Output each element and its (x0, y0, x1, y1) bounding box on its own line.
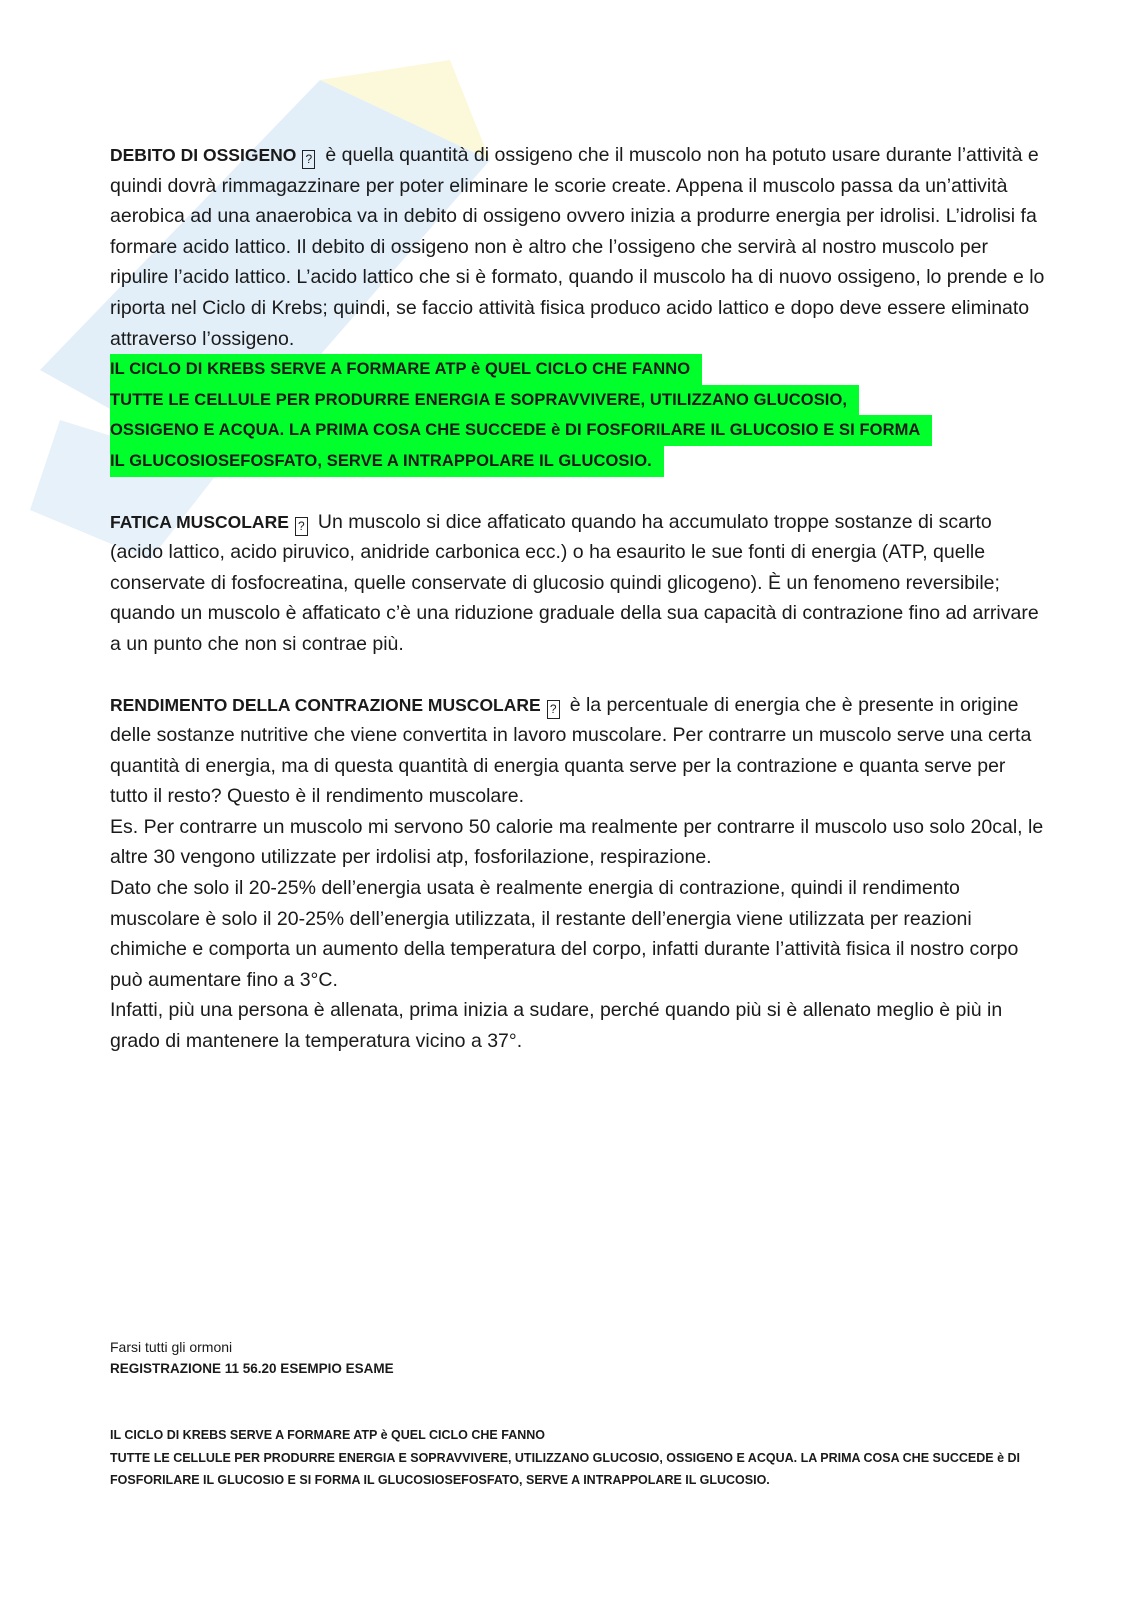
arrow-icon: ? (295, 517, 308, 536)
section-rendimento (110, 690, 1045, 812)
highlighted-krebs-block (110, 354, 1045, 476)
footer-repeat-line-1: IL CICLO DI KREBS SERVE A FORMARE ATP è QUEL CICLO CHE FANNO (110, 1428, 545, 1442)
rendimento-paragraph-3: Infatti, più una persona è allenata, prima inizia a sudare, perché quando più si è allenato meglio è più in grado di mantenere la temperatura vicino a 37°. (110, 999, 1003, 1053)
fatica-text: Un muscolo si dice affaticato quando ha accumulato troppe sostanze di scarto (acido lattico, acido piruvico, anidride carbonica ecc.) o ha esaurito le sue fonti di energia (ATP, quelle conservate di fosfocreatina, quelle conservate di glucosio quindi glicogeno). È un fenomeno reversibile; quando un muscolo è affaticato c’è una riduzione graduale della sua capacità di contrazione fino ad arrivare a un punto che non si contrae più. (110, 510, 1039, 655)
heading-rendimento: RENDIMENTO DELLA CONTRAZIONE MUSCOLARE (110, 694, 541, 715)
document-body (110, 140, 1045, 1057)
footer-note: Farsi tutti gli ormoni (110, 1339, 233, 1355)
highlight-line: IL GLUCOSIOSEFOSFATO, SERVE A INTRAPPOLARE IL GLUCOSIO. (110, 446, 664, 477)
highlight-line: TUTTE LE CELLULE PER PRODURRE ENERGIA E SOPRAVVIVERE, UTILIZZANO GLUCOSIO, (110, 385, 859, 416)
section-debito (110, 140, 1045, 354)
highlight-line: IL CICLO DI KREBS SERVE A FORMARE ATP è QUEL CICLO CHE FANNO (110, 354, 702, 385)
rendimento-example: Es. Per contrarre un muscolo mi servono 50 calorie ma realmente per contrarre il muscolo uso solo 20cal, le altre 30 vengono utilizzate per irdolisi atp, fosforilazione, respirazione. (110, 815, 1044, 869)
footer-registration: REGISTRAZIONE 11 56.20 ESEMPIO ESAME (110, 1361, 394, 1376)
footer-notes (110, 1336, 1045, 1380)
highlight-line: OSSIGENO E ACQUA. LA PRIMA COSA CHE SUCCEDE è DI FOSFORILARE IL GLUCOSIO E SI FORMA (110, 415, 932, 446)
heading-debito-ossigeno: DEBITO DI OSSIGENO (110, 145, 297, 165)
footer-repeat-block (110, 1424, 1045, 1492)
arrow-icon: ? (547, 700, 560, 719)
section-fatica (110, 507, 1045, 660)
arrow-icon: ? (302, 150, 315, 169)
heading-fatica-muscolare: FATICA MUSCOLARE (110, 511, 289, 532)
debito-text: è quella quantità di ossigeno che il muscolo non ha potuto usare durante l’attività e quindi dovrà rimmagazzinare per poter eliminare le scorie create. Appena il muscolo passa da un’attività aerobica ad una anaerobica va in debito di ossigeno ovvero inizia a produrre energia per idrolisi. L’idrolisi fa formare acido lattico. Il debito di ossigeno non è altro che l’ossigeno che servirà al nostro muscolo per ripulire l’acido lattico. L’acido lattico che si è formato, quando il muscolo ha di nuovo ossigeno, lo prende e lo riporta nel Ciclo di Krebs; quindi, se faccio attività fisica produco acido lattico e dopo deve essere eliminato attraverso l’ossigeno. (110, 144, 1045, 350)
rendimento-paragraph-2: Dato che solo il 20-25% dell’energia usata è realmente energia di contrazione, quindi il rendimento muscolare è solo il 20-25% dell’energia utilizzata, il restante dell’energia viene utilizzata per reazioni chimiche e comporta un aumento della temperatura del corpo, infatti durante l’attività fisica il nostro corpo può aumentare fino a 3°C. (110, 877, 1019, 991)
rendimento-text: è la percentuale di energia che è presente in origine delle sostanze nutritive che viene convertita in lavoro muscolare. Per contrarre un muscolo serve una certa quantità di energia, ma di questa quantità di energia quanta serve per la contrazione e quanta serve per tutto il resto? Questo è il rendimento muscolare. (110, 693, 1032, 808)
footer-repeat-line-2: TUTTE LE CELLULE PER PRODURRE ENERGIA E SOPRAVVIVERE, UTILIZZANO GLUCOSIO, OSSIGENO E ACQUA. LA PRIMA COSA CHE SUCCEDE è DI FOSFORILARE IL GLUCOSIO E SI FORMA IL GLUCOSIOSEFOSFATO, SERVE A INTRAPPOLARE IL GLUCOSIO. (110, 1450, 1021, 1487)
